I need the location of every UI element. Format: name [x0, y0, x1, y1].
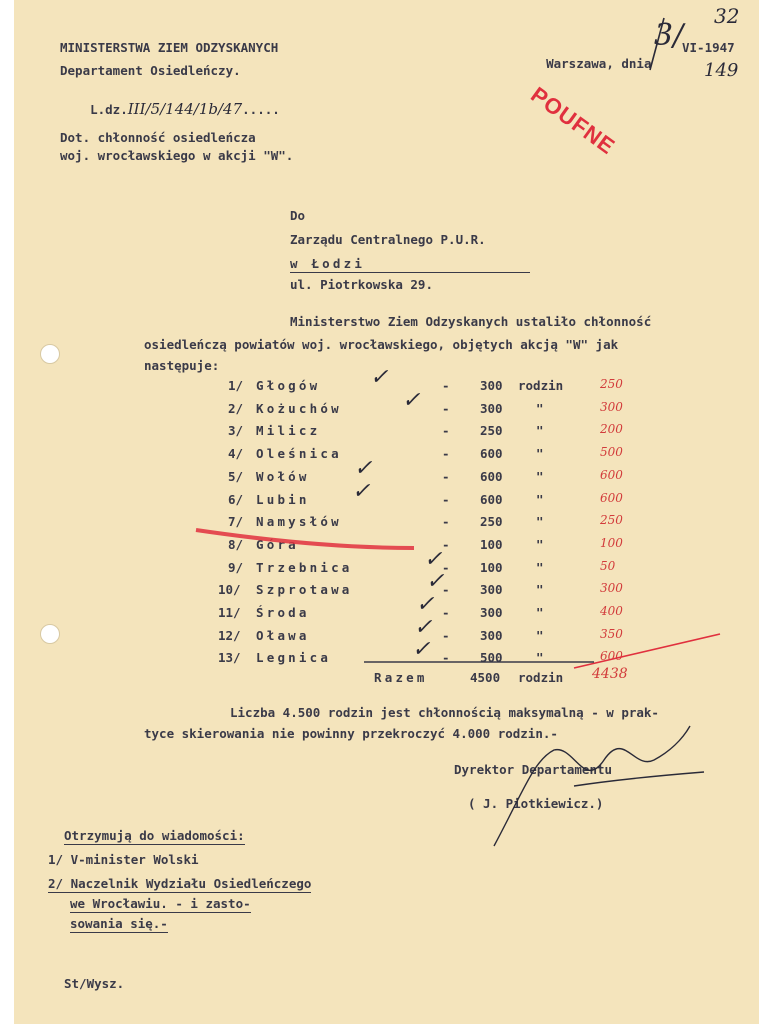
signature-scribble [494, 726, 704, 846]
date-rest: VI-1947 [682, 40, 735, 55]
recipient-city: w Łodzi [290, 256, 530, 273]
row-value: 250 [480, 423, 503, 439]
row-number: 4/ [228, 446, 244, 462]
checkmark-icon: ✓ [352, 478, 371, 504]
row-handwritten-value: 300 [600, 581, 623, 596]
row-unit: " [536, 514, 544, 530]
row-number: 11/ [218, 605, 241, 620]
red-strike-mark [196, 530, 414, 548]
checkmark-icon: ✓ [354, 455, 373, 481]
confidential-stamp: POUFNE [526, 81, 621, 160]
recipient-to: Do [290, 208, 306, 223]
row-unit: " [536, 559, 544, 575]
county-name: Oleśnica [256, 446, 342, 462]
row-unit: " [536, 650, 544, 666]
row-number: 8/ [228, 536, 244, 552]
row-handwritten-value: 250 [600, 513, 623, 528]
row-value: 300 [480, 400, 503, 416]
reference-handwritten: III/5/144/1b/47 [127, 100, 243, 118]
row-dash: - [442, 378, 450, 393]
row-handwritten-value: 100 [600, 535, 623, 550]
checkmark-icon: ✓ [402, 387, 421, 413]
county-name: Środa [256, 605, 310, 620]
row-value: 500 [480, 650, 503, 666]
county-name: Głogów [256, 378, 321, 393]
ministry-name: MINISTERSTWA ZIEM ODZYSKANYCH [60, 40, 279, 55]
handwritten-marks [14, 0, 759, 1024]
date-slash-mark [650, 18, 664, 70]
place-date-prefix: Warszawa, dnia [546, 56, 652, 71]
row-unit: " [536, 446, 544, 462]
page-number: 32 [714, 4, 740, 28]
county-name: Legnica [256, 650, 332, 666]
intro-line-3: następuje: [144, 358, 220, 373]
row-value: 100 [480, 559, 503, 575]
total-unit: rodzin [518, 670, 564, 685]
row-handwritten-value: 600 [600, 490, 623, 505]
distribution-heading: Otrzymują do wiadomości: [64, 828, 245, 843]
row-value: 300 [480, 627, 503, 643]
row-handwritten-value: 600 [600, 467, 623, 482]
signature-title: Dyrektor Departamentu [454, 762, 613, 777]
row-unit: " [536, 605, 544, 620]
distribution-item-2-line-2: we Wrocławiu. - i zasto- [70, 896, 251, 911]
row-number: 13/ [218, 650, 241, 666]
red-total-line [574, 634, 720, 668]
row-number: 2/ [228, 400, 244, 416]
footer-initials: St/Wysz. [64, 976, 125, 991]
row-unit: " [536, 468, 544, 484]
county-name: Namysłów [256, 514, 342, 530]
row-dash: - [442, 400, 450, 416]
row-number: 3/ [228, 423, 244, 439]
row-number: 6/ [228, 491, 244, 507]
checkmark-icon: ✓ [416, 592, 435, 617]
row-dash: - [442, 491, 450, 507]
row-dash: - [442, 582, 450, 598]
subject-line-1: Dot. chłonność osiedleńcza [60, 130, 256, 145]
recipient-name: Zarządu Centralnego P.U.R. [290, 232, 486, 247]
row-unit: " [536, 582, 544, 598]
row-number: 10/ [218, 582, 241, 598]
total-value: 4500 [470, 670, 501, 685]
row-handwritten-value: 250 [600, 377, 623, 391]
total-handwritten: 4438 [592, 666, 628, 682]
checkmark-icon: ✓ [424, 546, 443, 572]
county-name: Milicz [256, 423, 321, 439]
document-page [14, 0, 759, 1024]
row-handwritten-value: 350 [600, 626, 623, 641]
row-dash: - [442, 559, 450, 575]
row-unit: " [536, 400, 544, 416]
row-handwritten-value: 500 [600, 445, 623, 460]
file-number: 149 [704, 60, 739, 81]
reference-prefix: L.dz. [90, 102, 128, 117]
checkmark-icon: ✓ [370, 365, 389, 390]
row-number: 9/ [228, 559, 244, 575]
row-dash: - [442, 468, 450, 484]
row-dash: - [442, 514, 450, 530]
row-value: 300 [480, 378, 503, 393]
checkmark-icon: ✓ [426, 569, 445, 595]
row-value: 600 [480, 491, 503, 507]
row-number: 7/ [228, 514, 244, 530]
row-dash: - [442, 627, 450, 643]
row-handwritten-value: 600 [600, 649, 623, 664]
date-day-handwritten: 3/ [654, 18, 684, 53]
row-unit: " [536, 491, 544, 507]
intro-line-1: Ministerstwo Ziem Odzyskanych ustaliło chłonność [290, 314, 652, 329]
distribution-item-1: 1/ V-minister Wolski [48, 852, 199, 867]
row-dash: - [442, 446, 450, 462]
county-name: Wołów [256, 468, 310, 484]
recipient-street: ul. Piotrkowska 29. [290, 277, 433, 292]
conclusion-line-2: tyce skierowania nie powinny przekroczyć 4.000 rodzin.- [144, 726, 558, 741]
row-unit: " [536, 627, 544, 643]
row-handwritten-value: 200 [600, 422, 623, 437]
department-name: Departament Osiedleńczy. [60, 63, 241, 78]
row-dash: - [442, 605, 450, 620]
row-dash: - [442, 650, 450, 666]
county-name: Kożuchów [256, 400, 342, 416]
signature-name: ( J. Piotkiewicz.) [468, 796, 604, 811]
distribution-item-2-line-3: sowania się.- [70, 916, 168, 931]
county-name: Lubin [256, 491, 310, 507]
row-unit: " [536, 536, 544, 552]
row-value: 600 [480, 446, 503, 462]
row-unit: " [536, 423, 544, 439]
county-name: Oława [256, 627, 310, 643]
row-value: 250 [480, 514, 503, 530]
reference-dots: ..... [242, 102, 280, 117]
row-handwritten-value: 300 [600, 399, 623, 414]
total-label: Razem [374, 670, 428, 685]
county-name: Szprotawa [256, 582, 353, 598]
row-dash: - [442, 423, 450, 439]
row-number: 1/ [228, 378, 244, 393]
conclusion-line-1: Liczba 4.500 rodzin jest chłonnością maksymalną - w prak- [230, 705, 659, 720]
row-value: 300 [480, 605, 503, 620]
row-unit: rodzin [518, 378, 564, 393]
county-name: Góra [256, 536, 299, 552]
county-name: Trzebnica [256, 559, 353, 575]
checkmark-icon: ✓ [412, 637, 431, 663]
row-number: 5/ [228, 468, 244, 484]
row-dash: - [442, 536, 450, 552]
distribution-item-2-line-1: 2/ Naczelnik Wydziału Osiedleńczego [48, 876, 312, 891]
intro-line-2: osiedleńczą powiatów woj. wrocławskiego, objętych akcją "W" jak [144, 337, 619, 352]
row-value: 600 [480, 468, 503, 484]
row-handwritten-value: 50 [600, 558, 616, 573]
row-value: 100 [480, 536, 503, 552]
subject-line-2: woj. wrocławskiego w akcji "W". [60, 148, 294, 163]
row-number: 12/ [218, 627, 241, 643]
checkmark-icon: ✓ [414, 614, 433, 640]
row-value: 300 [480, 582, 503, 598]
row-handwritten-value: 400 [600, 604, 623, 618]
